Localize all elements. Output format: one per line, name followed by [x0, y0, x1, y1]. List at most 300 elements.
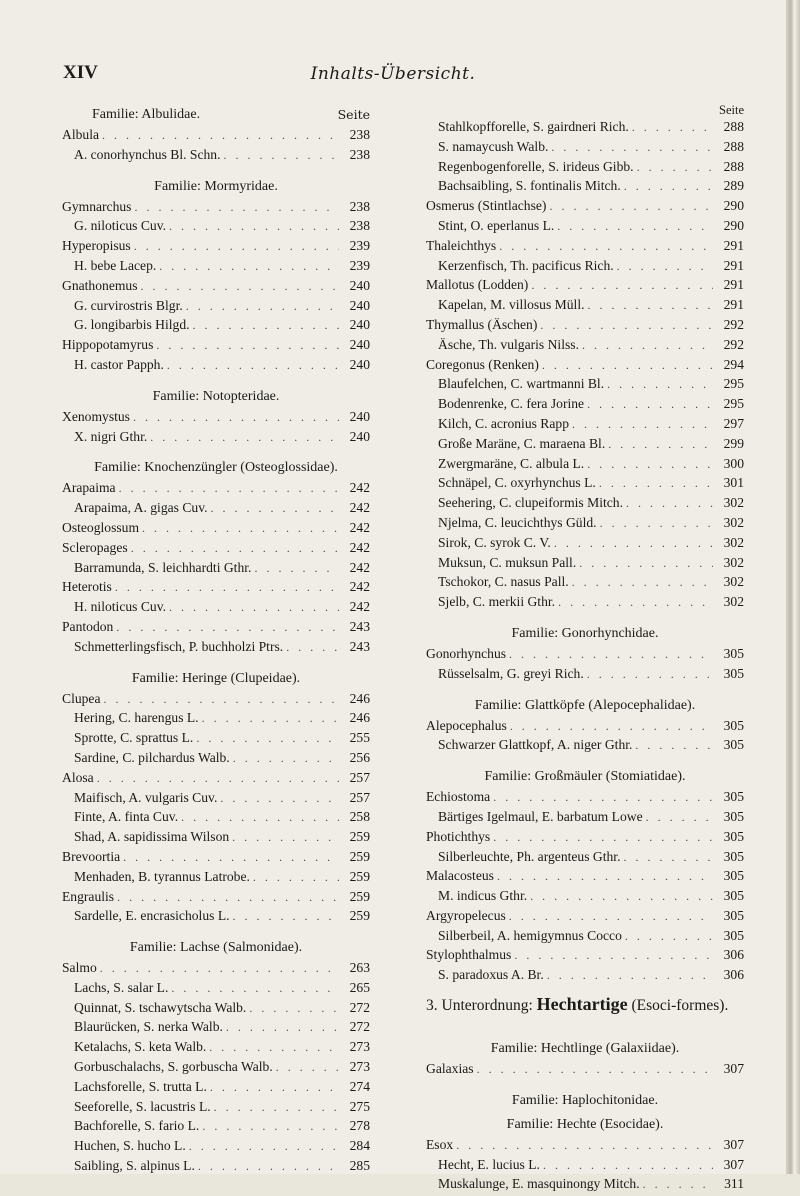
leader-dots [551, 140, 713, 155]
entry-name: Thymallus (Äschen) [426, 316, 538, 332]
leader-dots [572, 417, 713, 432]
entry-page: 240 [349, 317, 370, 333]
entry-page: 302 [723, 534, 744, 550]
entry-page: 239 [349, 238, 370, 254]
entry-page: 259 [349, 908, 370, 924]
entry-name: Brevoortia [62, 848, 121, 864]
entry-name: S. namaycush Walb. [438, 138, 549, 154]
toc-entry [426, 436, 744, 456]
entry-name: Bärtiges Igelmaul, E. barbatum Lowe [438, 808, 643, 824]
toc-entry [62, 790, 370, 810]
leader-dots [587, 457, 713, 472]
entry-name: M. indicus Gthr. [438, 888, 528, 904]
toc-entry [426, 1137, 744, 1157]
entry-name: Osmerus (Stintlachse) [426, 198, 547, 214]
family-heading: Familie: Lachse (Salmonidae). [129, 940, 303, 956]
entry-name: G. curvirostris Blgr. [74, 297, 183, 313]
leader-dots [169, 600, 339, 615]
toc-entry [62, 357, 370, 377]
leader-dots [150, 430, 339, 445]
toc-entry [62, 960, 370, 980]
entry-page: 288 [723, 138, 744, 154]
leader-dots [588, 298, 713, 313]
toc-entry [62, 869, 370, 889]
toc-entry [62, 1059, 370, 1079]
toc-entry [62, 1158, 370, 1178]
toc-entry [426, 119, 744, 139]
entry-page: 305 [723, 789, 744, 805]
entry-page: 288 [723, 158, 744, 174]
entry-name: Stint, O. eperlanus L. [438, 217, 555, 233]
entry-page: 255 [349, 730, 370, 746]
toc-entry [426, 594, 744, 614]
leader-dots [232, 830, 339, 845]
suborder-name: Hechtartige [536, 994, 628, 1015]
leader-dots [542, 358, 713, 373]
entry-page: 263 [349, 960, 370, 976]
entry-page: 242 [349, 559, 370, 575]
entry-page: 256 [349, 749, 370, 765]
entry-name: Große Maräne, C. maraena Bl. [438, 435, 606, 451]
entry-name: Lachs, S. salar L. [74, 979, 169, 995]
entry-page: 242 [349, 480, 370, 496]
entry-name: Sardelle, E. encrasicholus L. [74, 908, 230, 924]
leader-dots [181, 810, 339, 825]
entry-page: 278 [349, 1118, 370, 1134]
toc-entry [426, 555, 744, 575]
entry-name: Silberbeil, A. hemigymnus Cocco [438, 927, 622, 943]
leader-dots [497, 869, 713, 884]
leader-dots [116, 620, 339, 635]
toc-entry [426, 718, 744, 738]
leader-dots [477, 1062, 713, 1077]
toc-entry [426, 947, 744, 967]
toc-entry [426, 515, 744, 535]
toc-entry [62, 147, 370, 167]
entry-name: Mallotus (Lodden) [426, 277, 529, 293]
toc-entry [62, 560, 370, 580]
leader-dots [607, 377, 713, 392]
entry-name: Quinnat, S. tschawytscha Walb. [74, 999, 247, 1015]
entry-page: 311 [724, 1176, 744, 1192]
entry-page: 238 [349, 146, 370, 162]
entry-page: 297 [723, 415, 744, 431]
toc-entry [426, 297, 744, 317]
entry-page: 292 [723, 336, 744, 352]
entry-name: Osteoglossum [62, 519, 140, 535]
toc-entry [62, 127, 370, 147]
leader-dots [625, 929, 713, 944]
entry-name: Schwarzer Glattkopf, A. niger Gthr. [438, 737, 633, 753]
leader-dots [209, 1040, 339, 1055]
toc-entry [62, 849, 370, 869]
leader-dots [133, 410, 339, 425]
entry-name: Clupea [62, 690, 101, 706]
entry-name: S. paradoxus A. Br. [438, 967, 544, 983]
toc-entry [62, 520, 370, 540]
toc-entry [62, 500, 370, 520]
toc-column-right [426, 103, 744, 1196]
entry-page: 242 [349, 539, 370, 555]
entry-name: Sjelb, C. merkii Gthr. [438, 594, 556, 610]
leader-dots [554, 536, 713, 551]
toc-entry [426, 396, 744, 416]
toc-entry [426, 646, 744, 666]
page-edge [786, 0, 800, 1174]
toc-entry [426, 829, 744, 849]
leader-dots [608, 437, 713, 452]
toc-entry [426, 1176, 744, 1196]
entry-page: 295 [723, 376, 744, 392]
toc-entry [62, 691, 370, 711]
entry-name: Menhaden, B. tyrannus Latrobe. [74, 868, 250, 884]
entry-page: 259 [349, 888, 370, 904]
leader-dots [531, 278, 713, 293]
entry-page: 305 [723, 927, 744, 943]
entry-page: 273 [349, 1059, 370, 1075]
toc-entry [62, 730, 370, 750]
entry-name: Hering, C. harengus L. [74, 710, 199, 726]
entry-name: Bachforelle, S. fario L. [74, 1118, 200, 1134]
entry-name: Engraulis [62, 888, 115, 904]
leader-dots [115, 580, 339, 595]
entry-name: Schmetterlingsfisch, P. buchholzi Ptrs. [74, 638, 284, 654]
entry-page: 240 [349, 337, 370, 353]
toc-entry [62, 1099, 370, 1119]
family-heading: Familie: Hechte (Esocidae). [506, 1116, 664, 1132]
entry-name: Thaleichthys [426, 237, 497, 253]
page-number: XIV [63, 62, 98, 83]
entry-name: Huchen, S. hucho L. [74, 1138, 186, 1154]
entry-name: Sirok, C. syrok C. V. [438, 534, 551, 550]
entry-page: 291 [723, 257, 744, 273]
entry-page: 274 [349, 1078, 370, 1094]
toc-entry [426, 535, 744, 555]
toc-entry [62, 1039, 370, 1059]
entry-page: 238 [349, 127, 370, 142]
leader-dots [509, 647, 713, 662]
family-heading: Familie: Knochenzüngler (Osteoglossidae). [94, 460, 338, 476]
toc-entry [426, 888, 744, 908]
leader-dots [134, 200, 339, 215]
entry-page: 305 [723, 907, 744, 923]
entry-name: H. castor Papph. [74, 356, 164, 372]
entry-page: 265 [349, 979, 370, 995]
entry-name: Hecht, E. lucius L. [438, 1156, 540, 1172]
leader-dots [530, 889, 713, 904]
entry-name: Saibling, S. alpinus L. [74, 1158, 195, 1174]
toc-entry [62, 1000, 370, 1020]
toc-entry [426, 849, 744, 869]
leader-dots [276, 1060, 339, 1075]
leader-dots [210, 1080, 339, 1095]
leader-dots [224, 148, 340, 163]
toc-entry [62, 710, 370, 730]
entry-page: 295 [723, 396, 744, 412]
leader-dots [202, 1119, 339, 1134]
toc-entry [62, 199, 370, 219]
entry-page: 239 [349, 257, 370, 273]
entry-page: 290 [723, 217, 744, 233]
toc-entry [426, 1061, 744, 1081]
entry-page: 240 [349, 428, 370, 444]
leader-dots [220, 791, 339, 806]
entry-name: Stylophthalmus [426, 947, 512, 963]
suborder-heading [426, 993, 744, 1037]
leader-dots [600, 516, 713, 531]
family-heading: Familie: Albulidae. [92, 107, 201, 122]
toc-entry [426, 357, 744, 377]
toc-entry [62, 278, 370, 298]
entry-name: Esox [426, 1136, 454, 1152]
entry-page: 289 [723, 178, 744, 194]
entry-name: Arapaima, A. gigas Cuv. [74, 500, 208, 516]
toc-entry [62, 1079, 370, 1099]
entry-page: 301 [723, 475, 744, 491]
entry-name: H. niloticus Cuv. [74, 599, 167, 615]
entry-name: Lachsforelle, S. trutta L. [74, 1078, 207, 1094]
leader-dots [599, 476, 713, 491]
entry-name: Schnäpel, C. oxyrhynchus L. [438, 475, 596, 491]
toc-entry [62, 218, 370, 238]
entry-page: 284 [349, 1138, 370, 1154]
entry-name: Albula [62, 127, 99, 142]
entry-page: 305 [723, 888, 744, 904]
leader-dots [514, 948, 713, 963]
family-heading: Familie: Glattköpfe (Alepocephalidae). [474, 697, 696, 713]
toc-entry [426, 868, 744, 888]
page-title: Inhalts-Übersicht. [310, 64, 476, 84]
leader-dots [543, 1158, 713, 1173]
toc-entry [426, 908, 744, 928]
entry-page: 307 [723, 1156, 744, 1172]
leader-dots [233, 909, 339, 924]
leader-dots [167, 358, 339, 373]
entry-name: Bachsaibling, S. fontinalis Mitch. [438, 178, 621, 194]
toc-entry [426, 928, 744, 948]
entry-page: 273 [349, 1039, 370, 1055]
toc-entry [426, 416, 744, 436]
leader-dots [131, 541, 339, 556]
entry-name: Tschokor, C. nasus Pall. [438, 574, 569, 590]
entry-name: Gnathonemus [62, 277, 138, 293]
entry-page: 305 [723, 868, 744, 884]
entry-name: Muskalunge, E. masquinongy Mitch. [438, 1176, 640, 1192]
toc-entry [62, 770, 370, 790]
entry-page: 238 [349, 218, 370, 234]
entry-page: 305 [723, 808, 744, 824]
leader-dots [198, 1159, 339, 1174]
toc-entry [62, 1118, 370, 1138]
entry-page: 305 [723, 665, 744, 681]
leader-dots [624, 179, 713, 194]
entry-name: Argyropelecus [426, 907, 506, 923]
toc-entry [426, 666, 744, 686]
entry-page: 306 [723, 967, 744, 983]
leader-dots [100, 961, 339, 976]
leader-dots [509, 909, 713, 924]
entry-page: 243 [349, 618, 370, 634]
entry-name: A. conorhynchus Bl. Schn. [74, 146, 221, 162]
entry-name: Arapaima [62, 480, 116, 496]
leader-dots [456, 1138, 713, 1153]
entry-page: 259 [349, 848, 370, 864]
leader-dots [632, 120, 713, 135]
leader-dots [134, 239, 339, 254]
toc-entry [426, 475, 744, 495]
entry-name: Blaurücken, S. nerka Walb. [74, 1019, 223, 1035]
family-heading: Familie: Mormyridae. [154, 178, 278, 194]
entry-name: Zwergmaräne, C. albula L. [438, 455, 585, 471]
leader-dots [104, 692, 339, 707]
leader-dots [579, 556, 713, 571]
toc-entry [426, 277, 744, 297]
toc-entry [426, 218, 744, 238]
seite-label: Seite [337, 107, 370, 122]
entry-page: 302 [723, 554, 744, 570]
toc-entry [62, 540, 370, 560]
leader-dots [549, 199, 713, 214]
entry-page: 240 [349, 277, 370, 293]
leader-dots [159, 259, 339, 274]
toc-entry [62, 639, 370, 659]
toc-entry [426, 317, 744, 337]
leader-dots [510, 719, 713, 734]
leader-dots [547, 968, 713, 983]
entry-name: Echiostoma [426, 789, 491, 805]
leader-dots [587, 397, 713, 412]
toc-entry [426, 967, 744, 987]
entry-name: H. bebe Lacep. [74, 257, 157, 273]
entry-name: Alepocephalus [426, 717, 507, 733]
leader-dots [123, 850, 339, 865]
family-heading: Familie: Gonorhynchidae. [511, 625, 659, 641]
seite-label: Seite [719, 103, 744, 117]
leader-dots [233, 751, 339, 766]
entry-name: Hyperopisus [62, 238, 131, 254]
leader-dots [214, 1100, 339, 1115]
entry-page: 242 [349, 579, 370, 595]
leader-dots [254, 561, 339, 576]
entry-name: Ketalachs, S. keta Walb. [74, 1039, 207, 1055]
entry-name: Bodenrenke, C. fera Jorine [438, 396, 585, 412]
entry-name: Sprotte, C. sprattus L. [74, 730, 194, 746]
leader-dots [226, 1020, 339, 1035]
toc-entry [426, 139, 744, 159]
toc-entry [426, 1157, 744, 1177]
toc-entry [62, 298, 370, 318]
toc-entry [426, 376, 744, 396]
entry-page: 259 [349, 829, 370, 845]
entry-page: 257 [349, 769, 370, 785]
entry-page: 272 [349, 999, 370, 1015]
family-heading: Familie: Hechtlinge (Galaxiidae). [490, 1041, 680, 1057]
entry-name: Regenbogenforelle, S. irideus Gibb. [438, 158, 634, 174]
entry-page: 299 [723, 435, 744, 451]
toc-entry [426, 337, 744, 357]
leader-dots [249, 1001, 339, 1016]
entry-page: 294 [723, 356, 744, 372]
toc-entry [62, 579, 370, 599]
leader-dots [540, 318, 713, 333]
entry-page: 307 [723, 1136, 744, 1152]
entry-page: 307 [723, 1061, 744, 1077]
entry-name: Alosa [62, 769, 94, 785]
entry-page: 291 [723, 297, 744, 313]
leader-dots [582, 338, 713, 353]
toc-entry [62, 889, 370, 909]
entry-name: Hippopotamyrus [62, 337, 154, 353]
entry-page: 305 [723, 717, 744, 733]
entry-page: 246 [349, 710, 370, 726]
entry-name: Photichthys [426, 828, 491, 844]
entry-name: Gonorhynchus [426, 645, 507, 661]
leader-dots [286, 640, 339, 655]
entry-page: 240 [349, 408, 370, 424]
leader-dots [557, 219, 713, 234]
entry-name: Silberleuchte, Ph. argenteus Gthr. [438, 848, 621, 864]
leader-dots [97, 771, 339, 786]
entry-name: Njelma, C. leucichthys Güld. [438, 514, 597, 530]
toc-entry [62, 409, 370, 429]
entry-page: 285 [349, 1158, 370, 1174]
entry-name: Finte, A. finta Cuv. [74, 809, 179, 825]
suborder-number: 3. Unterordnung: [426, 997, 537, 1015]
suborder-latin: (Esoci-formes). [627, 997, 729, 1015]
leader-dots [617, 259, 713, 274]
entry-name: Xenomystus [62, 408, 130, 424]
leader-dots [637, 160, 713, 175]
leader-dots [196, 731, 339, 746]
toc-entry [62, 480, 370, 500]
toc-entry [426, 789, 744, 809]
leader-dots [202, 711, 339, 726]
toc-entry [62, 1019, 370, 1039]
entry-name: Maifisch, A. vulgaris Cuv. [74, 789, 218, 805]
leader-dots [193, 318, 339, 333]
entry-name: G. niloticus Cuv. [74, 218, 167, 234]
toc-entry [426, 495, 744, 515]
entry-page: 275 [349, 1098, 370, 1114]
toc-entry [62, 1138, 370, 1158]
entry-name: Gymnarchus [62, 198, 132, 214]
entry-name: Scleropages [62, 539, 128, 555]
toc-entry [426, 456, 744, 476]
entry-page: 242 [349, 500, 370, 516]
toc-entry [62, 317, 370, 337]
leader-dots [253, 870, 339, 885]
entry-name: Kerzenfisch, Th. pacificus Rich. [438, 257, 614, 273]
toc-entry [62, 599, 370, 619]
entry-name: Malacosteus [426, 868, 494, 884]
entry-name: Gorbuschalachs, S. gorbuscha Walb. [74, 1059, 273, 1075]
entry-page: 291 [723, 277, 744, 293]
toc-column-left [62, 103, 370, 1178]
entry-name: Salmo [62, 960, 97, 976]
family-heading: Familie: Notopteridae. [152, 388, 280, 404]
leader-dots [493, 790, 713, 805]
leader-dots [189, 1139, 339, 1154]
entry-name: X. nigri Gthr. [74, 428, 148, 444]
entry-name: Rüsselsalm, G. greyi Rich. [438, 665, 584, 681]
entry-page: 272 [349, 1019, 370, 1035]
toc-entry [62, 619, 370, 639]
entry-page: 302 [723, 574, 744, 590]
entry-page: 305 [723, 828, 744, 844]
leader-dots [141, 279, 339, 294]
toc-entry [62, 429, 370, 449]
toc-entry [62, 750, 370, 770]
